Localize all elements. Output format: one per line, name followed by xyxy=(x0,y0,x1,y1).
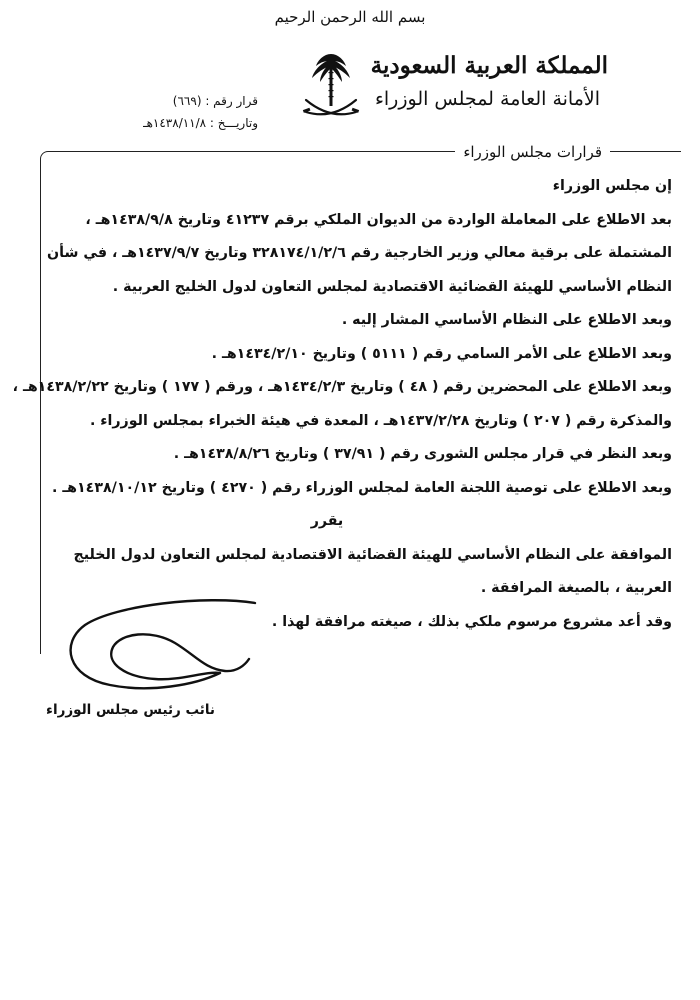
body-line: وبعد الاطلاع على توصية اللجنة العامة لمجلس الوزراء رقم ( ٤٢٧٠ ) وتاريخ ١٤٣٨/١٠/١٢هـ . xyxy=(52,479,672,496)
closing-line: وقد أعد مشروع مرسوم ملكي بذلك ، صيغته مرافقة لهذا . xyxy=(271,613,672,630)
body-line: وبعد النظر في قرار مجلس الشورى رقم ( ٣٧/٩١ ) وتاريخ ١٤٣٨/٨/٢٦هـ . xyxy=(173,446,672,462)
palm-swords-emblem-icon xyxy=(300,48,362,128)
body-line: بعد الاطلاع على المعاملة الواردة من الديوان الملكي برقم ٤١٢٣٧ وتاريخ ١٤٣٨/٩/٨هـ ، xyxy=(85,211,672,228)
body-line: والمذكرة رقم ( ٢٠٧ ) وتاريخ ١٤٣٧/٢/٢٨هـ ، المعدة في هيئة الخبراء بمجلس الوزراء . xyxy=(89,412,672,429)
decision-date: وتاريـــخ : ١٤٣٨/١١/٨هـ xyxy=(143,116,258,130)
decision-number: قرار رقم : (٦٦٩) xyxy=(172,94,258,108)
frame-label: قرارات مجلس الوزراء xyxy=(455,143,610,161)
approval-line: العربية ، بالصيغة المرافقة . xyxy=(480,580,672,596)
body-line: إن مجلس الوزراء xyxy=(552,178,672,194)
body-line: وبعد الاطلاع على المحضرين رقم ( ٤٨ ) وتاريخ ١٤٣٤/٢/٣هـ ، ورقم ( ١٧٧ ) وتاريخ ١٤٣٨/٢/٢٢هـ ، xyxy=(12,379,672,395)
handwritten-signature xyxy=(55,585,260,705)
decision-header xyxy=(98,90,258,134)
body-line: وبعد الاطلاع على الأمر السامي رقم ( ٥١١١ ) وتاريخ ١٤٣٤/٢/١٠هـ . xyxy=(211,345,672,362)
basmala: بسم الله الرحمن الرحيم xyxy=(274,8,426,26)
secretariat-name: الأمانة العامة لمجلس الوزراء xyxy=(374,88,600,110)
approval-line: الموافقة على النظام الأساسي للهيئة القضائية الاقتصادية لمجلس التعاون لدول الخليج xyxy=(73,546,672,563)
kingdom-name: المملكة العربية السعودية xyxy=(370,52,608,79)
signatory-title: نائب رئيس مجلس الوزراء xyxy=(46,702,215,718)
body-line: المشتملة على برقية معالي وزير الخارجية رقم ٣٢٨١٧٤/١/٢/٦ وتاريخ ١٤٣٧/٩/٧هـ ، في شأن xyxy=(47,245,672,261)
decision-body xyxy=(12,170,672,639)
resolve-heading: يقرر xyxy=(310,513,344,529)
body-line: وبعد الاطلاع على النظام الأساسي المشار إليه . xyxy=(341,312,672,328)
body-line: النظام الأساسي للهيئة القضائية الاقتصادية لمجلس التعاون لدول الخليج العربية . xyxy=(112,278,672,295)
